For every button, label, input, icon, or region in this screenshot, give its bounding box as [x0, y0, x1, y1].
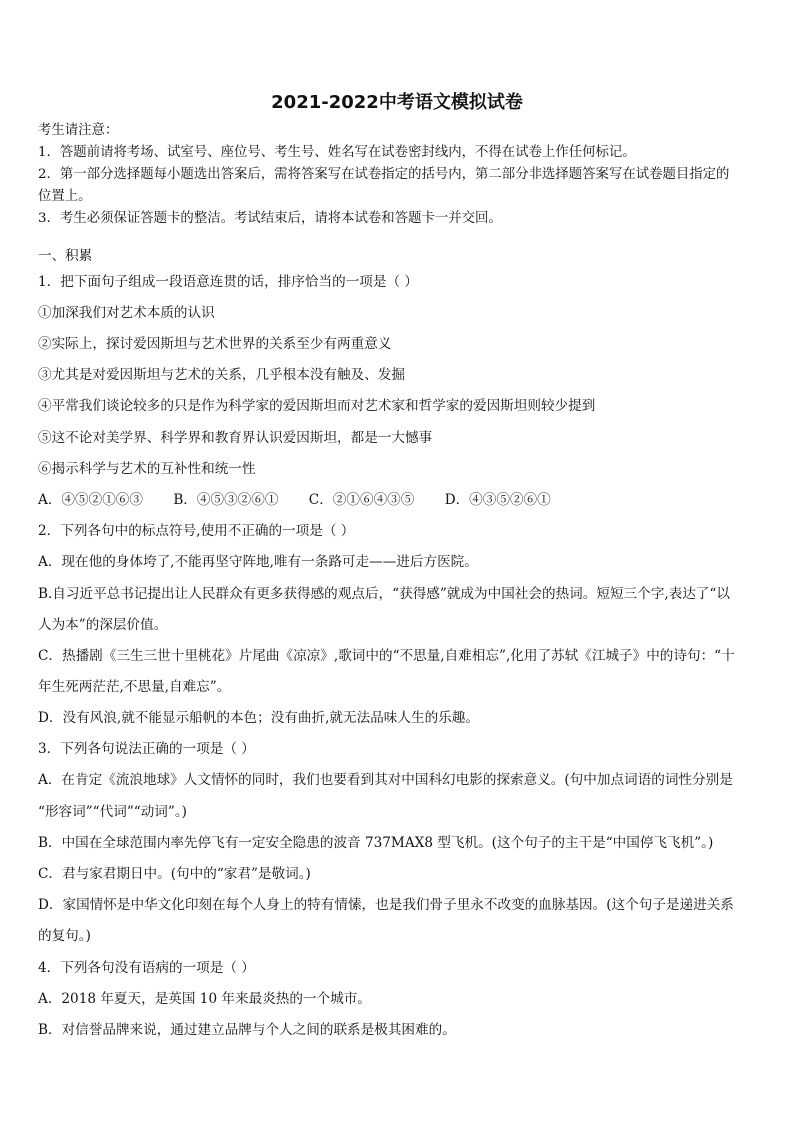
question-stem: 3．下列各句说法正确的一项是（ ） [38, 741, 255, 757]
sentence-item: ⑥揭示科学与艺术的互补性和统一性 [38, 461, 256, 477]
option-c: C．②①⑥④③⑤ [308, 492, 415, 508]
option-d: D．④③⑤②⑥① [444, 492, 551, 508]
option-line: C．热播剧《三生三世十里桃花》片尾曲《凉凉》,歌词中的“不思量,自难相忘”,化用了苏轼《江城子》中的诗句：“十 [38, 648, 735, 664]
option-line: A．现在他的身体垮了,不能再坚守阵地,唯有一条路可走——进后方医院。 [38, 554, 478, 570]
option-line: B.自习近平总书记提出让人民群众有更多获得感的观点后，“获得感”就成为中国社会的热词。短短三个字,表达了“以 [38, 586, 730, 602]
option-line: 的复句。) [38, 928, 91, 944]
question-stem: 1．把下面句子组成一段语意连贯的话，排序恰当的一项是（ ） [38, 274, 418, 290]
option-line: B．中国在全球范围内率先停飞有一定安全隐患的波音 737MAX8 型飞机。(这个句子的主干是“中国停飞飞机”。) [38, 835, 714, 851]
notice-line: 位置上。 [38, 189, 92, 204]
notice-heading: 考生请注意： [38, 123, 119, 138]
option-line: D．没有风浪,就不能显示船帆的本色；没有曲折,就无法品味人生的乐趣。 [38, 710, 479, 726]
question-stem: 4．下列各句没有语病的一项是（ ） [38, 960, 255, 976]
option-line: C．君与家君期日中。(句中的“家君”是敬词。) [38, 866, 311, 882]
option-line: B．对信誉品牌来说，通过建立品牌与个人之间的联系是极其困难的。 [38, 1022, 456, 1038]
answer-options [38, 488, 764, 508]
option-line: 人为本”的深层价值。 [38, 617, 168, 633]
sentence-item: ②实际上，探讨爱因斯坦与艺术世界的关系至少有两重意义 [38, 336, 392, 352]
sentence-item: ③尤其是对爱因斯坦与艺术的关系，几乎根本没有触及、发掘 [38, 367, 406, 383]
option-line: A．在肯定《流浪地球》人文情怀的同时，我们也要看到其对中国科幻电影的探索意义。(句中加点词语的词性分别是 [38, 772, 733, 788]
option-line: D．家国情怀是中华文化印刻在每个人身上的特有情愫，也是我们骨子里永不改变的血脉基因。(这个句子是递进关系 [38, 897, 734, 913]
question-stem: 2．下列各句中的标点符号,使用不正确的一项是（ ） [38, 523, 355, 539]
sentence-item: ⑤这不论对美学界、科学界和教育界认识爱因斯坦，都是一大憾事 [38, 430, 433, 446]
option-line: A．2018 年夏天，是英国 10 年来最炎热的一个城市。 [38, 991, 371, 1007]
notice-line: 3．考生必须保证答题卡的整洁。考试结束后，请将本试卷和答题卡一并交回。 [38, 211, 502, 226]
option-line: “形容词”“代词”“动词”。) [38, 804, 187, 820]
notice-line: 1．答题前请将考场、试室号、座位号、考生号、姓名写在试卷密封线内，不得在试卷上作任何标记。 [38, 145, 636, 160]
option-line: 年生死两茫茫,不思量,自难忘”。 [38, 679, 231, 695]
notice-block [38, 120, 764, 230]
option-b: B．④⑤③②⑥① [173, 492, 279, 508]
page-title: 2021-2022中考语文模拟试卷 [271, 92, 523, 113]
section-heading: 一、积累 [38, 248, 93, 264]
option-a: A．④⑤②①⑥③ [38, 492, 143, 508]
sentence-item: ④平常我们谈论较多的只是作为科学家的爱因斯坦而对艺术家和哲学家的爱因斯坦则较少提到 [38, 398, 596, 414]
sentence-item: ①加深我们对艺术本质的认识 [38, 305, 215, 321]
notice-line: 2．第一部分选择题每小题选出答案后，需将答案写在试卷指定的括号内，第二部分非选择题答案写在试卷题目指定的 [38, 167, 730, 182]
